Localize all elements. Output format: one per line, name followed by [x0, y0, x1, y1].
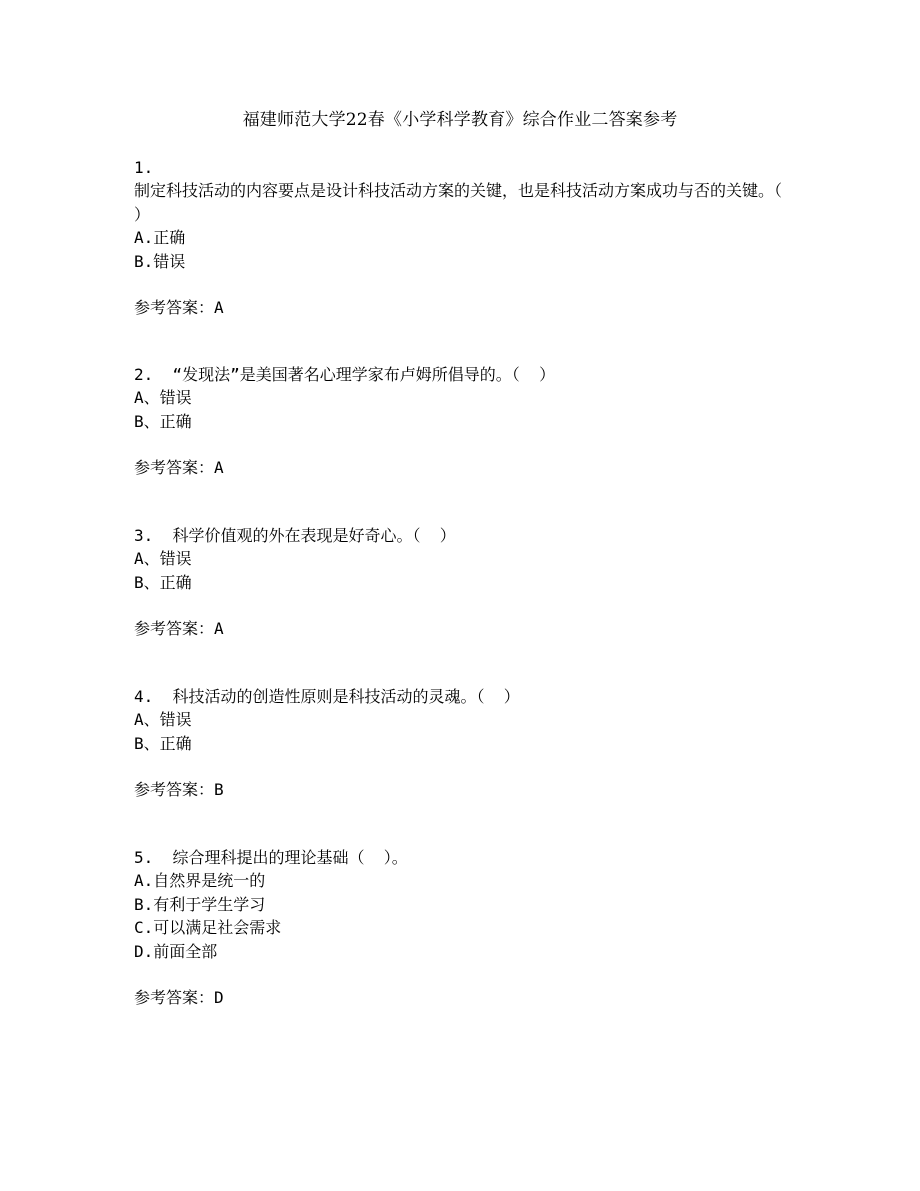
- answer: 参考答案：B: [134, 780, 224, 800]
- option-a: A、错误: [134, 710, 192, 730]
- question-stem: [134, 846, 794, 869]
- question-number: 5.: [134, 848, 154, 867]
- answer: 参考答案：A: [134, 298, 224, 318]
- question-stem: [134, 685, 794, 708]
- answer: 参考答案：A: [134, 619, 224, 639]
- option-a: A.正确: [134, 228, 186, 248]
- question-stem-text: 科学价值观的外在表现是好奇心。（ ）: [172, 526, 456, 545]
- question-number: 3.: [134, 526, 154, 545]
- question-5: [134, 846, 794, 1009]
- question-stem: [134, 363, 794, 386]
- option-b: B、正确: [134, 733, 192, 753]
- question-stem: [134, 524, 794, 547]
- question-1: [134, 156, 802, 319]
- option-a: A、错误: [134, 549, 192, 569]
- option-b: B.有利于学生学习: [134, 894, 266, 914]
- question-number: 1.: [134, 158, 154, 177]
- question-stem-text: “发现法”是美国著名心理学家布卢姆所倡导的。（ ）: [172, 365, 556, 384]
- question-number: 2.: [134, 365, 154, 384]
- question-stem-text: 综合理科提出的理论基础（ ）。: [172, 848, 408, 867]
- answer: 参考答案：D: [134, 988, 224, 1008]
- option-d: D.前面全部: [134, 941, 218, 961]
- question-number: 4.: [134, 687, 154, 706]
- option-a: A.自然界是统一的: [134, 871, 266, 891]
- answer: 参考答案：A: [134, 458, 224, 478]
- document-title: 福建师范大学22春《小学科学教育》综合作业二答案参考: [242, 110, 678, 130]
- question-stem-text: 科技活动的创造性原则是科技活动的灵魂。（ ）: [172, 687, 520, 706]
- option-b: B.错误: [134, 251, 186, 271]
- option-b: B、正确: [134, 411, 192, 431]
- question-2: [134, 363, 794, 480]
- option-b: B、正确: [134, 572, 192, 592]
- option-a: A、错误: [134, 388, 192, 408]
- option-c: C.可以满足社会需求: [134, 918, 282, 938]
- question-3: [134, 524, 794, 641]
- question-4: [134, 685, 794, 802]
- question-stem: 制定科技活动的内容要点是设计科技活动方案的关键，也是科技活动方案成功与否的关键。（ ）: [134, 181, 802, 224]
